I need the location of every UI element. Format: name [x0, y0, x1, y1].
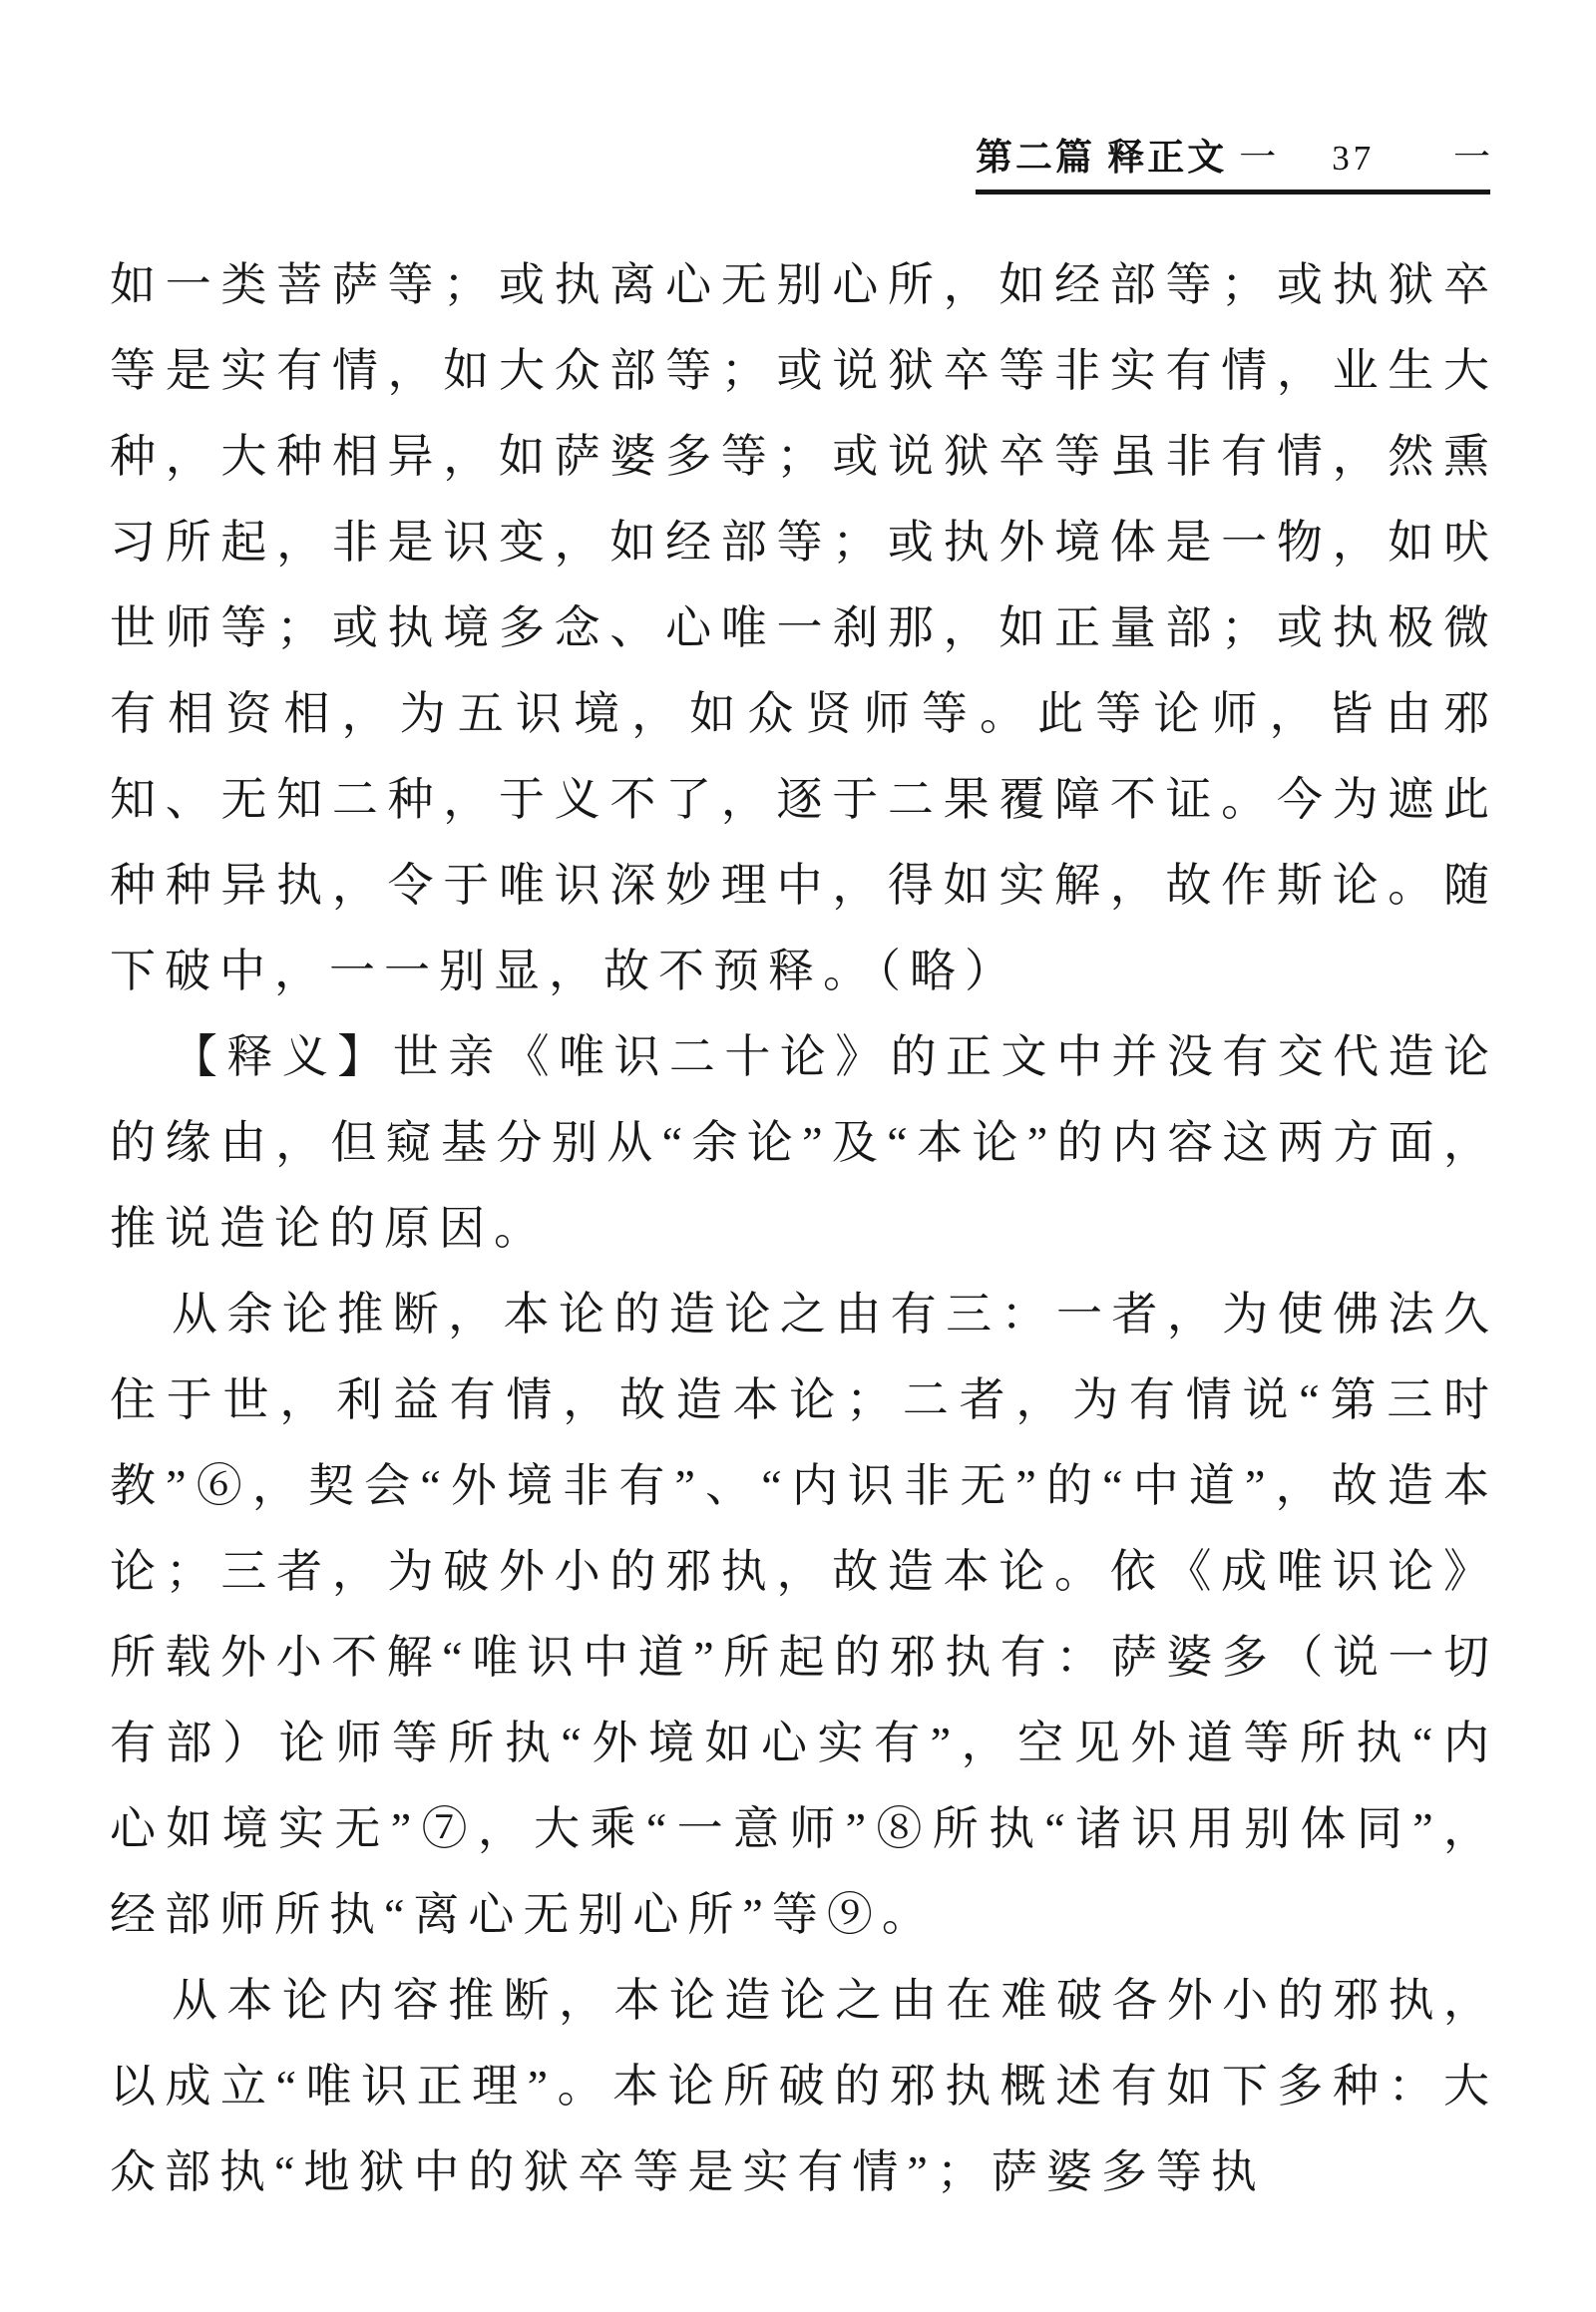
paragraph-shiyi: 【释义】世亲《唯识二十论》的正文中并没有交代造论的缘由，但窥基分别从“余论”及“本论”的内容这两方面，推说造论的原因。 [110, 1031, 1498, 1254]
paragraph-continuation: 如一类菩萨等；或执离心无别心所，如经部等；或执狱卒等是实有情，如大众部等；或说狱卒等非实有情，业生大种，大种相异，如萨婆多等；或说狱卒等虽非有情，然熏习所起，非是识变，如经部等；或执外境体是一物，如吠世师等；或执境多念、心唯一刹那，如正量部；或执极微有相资相，为五识境，如众贤师等。此等论师，皆由邪知、无知二种，于义不了，逐于二果覆障不证。今为遮此种种异执，令于唯识深妙理中，得如实解，故作斯论。随下破中，一一别显，故不预释。（略） [110, 259, 1498, 996]
paragraph-yulun: 从余论推断，本论的造论之由有三：一者，为使佛法久住于世，利益有情，故造本论；二者，为有情说“第三时教”⑥，契会“外境非有”、“内识非无”的“中道”，故造本论；三者，为破外小的邪执，故造本论。依《成唯识论》所载外小不解“唯识中道”所起的邪执有：萨婆多（说一切有部）论师等所执“外境如心实有”，空见外道等所执“内心如境实无”⑦，大乘“一意师”⑧所执“诸识用别体同”，经部师所执“离心无别心所”等⑨。 [110, 1289, 1498, 1940]
header-dash-left: 一 [1239, 138, 1277, 179]
running-header [976, 138, 1490, 194]
page-number: 37 [1332, 139, 1376, 178]
body-text [110, 242, 1498, 2215]
section-title: 第二篇 释正文 [976, 138, 1228, 179]
header-dash-right: 一 [1453, 138, 1490, 179]
paragraph-benlun: 从本论内容推断，本论造论之由在难破各外小的邪执，以成立“唯识正理”。本论所破的邪执概述有如下多种：大众部执“地狱中的狱卒等是实有情”；萨婆多等执 [110, 1975, 1498, 2197]
